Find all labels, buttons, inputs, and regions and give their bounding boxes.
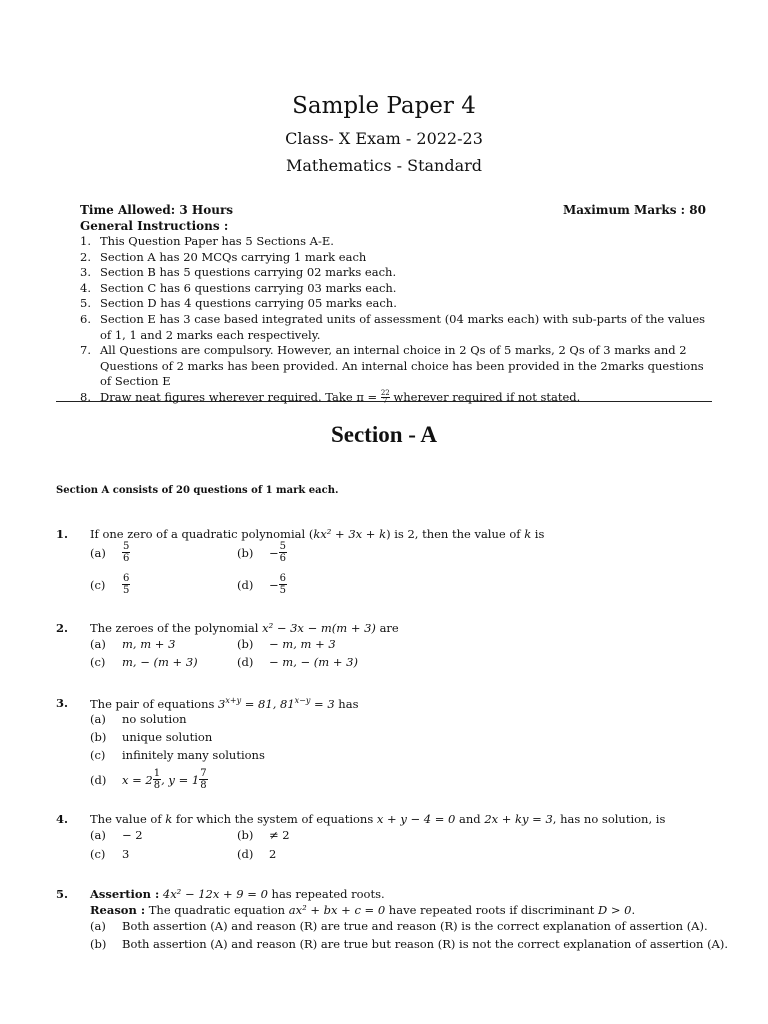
equation-exponent: x+y <box>225 696 242 705</box>
fraction-numerator: 6 <box>279 573 287 584</box>
reason-equation: ax² + bx + c = 0 <box>288 903 386 917</box>
option-text: ≠ 2 <box>269 828 290 842</box>
option-label: (b) <box>90 730 107 744</box>
instruction-number: 5. <box>80 296 91 311</box>
option-d[interactable] <box>237 655 358 669</box>
instruction-text-before: Draw neat figures wherever required. Take π = <box>100 389 381 404</box>
pi-fraction <box>381 390 390 405</box>
option-label: (c) <box>90 655 106 669</box>
question-text-mid: for which the system of equations <box>172 812 377 826</box>
option-fraction <box>279 541 287 564</box>
option-label: (d) <box>237 847 254 861</box>
question-text-pre: If one zero of a quadratic polynomial ( <box>90 527 314 541</box>
option-sign: − <box>269 545 279 560</box>
question-5 <box>56 887 728 957</box>
variable: k <box>524 527 532 541</box>
fraction-denominator: 5 <box>123 585 130 596</box>
question-4 <box>56 812 716 864</box>
option-c[interactable] <box>90 573 130 596</box>
question-text <box>90 527 544 541</box>
reason-text-end: . <box>631 903 636 917</box>
option-sign: − <box>269 577 279 592</box>
equation-rhs: = 81, <box>241 696 281 711</box>
instruction-item <box>80 312 712 343</box>
option-text: Both assertion (A) and reason (R) are true but reason (R) is not the correct explanation of assertion (A). <box>122 937 728 951</box>
option-text: − m, m + 3 <box>269 637 336 651</box>
option-label: (b) <box>237 828 254 842</box>
option-text: no solution <box>122 712 187 726</box>
time-allowed: Time Allowed: 3 Hours <box>80 203 234 217</box>
variable: k <box>165 812 173 826</box>
question-text-pre: The zeroes of the polynomial <box>90 621 263 635</box>
option-label: (c) <box>90 577 106 592</box>
section-divider <box>56 401 712 402</box>
option-label: (d) <box>90 772 107 787</box>
reason-text-pre: The quadratic equation <box>145 903 289 917</box>
section-intro: Section A consists of 20 questions of 1 mark each. <box>56 485 339 496</box>
question-2 <box>56 621 716 673</box>
option-fraction <box>122 541 130 564</box>
subject-line: Mathematics - Standard <box>285 156 483 175</box>
equation-base: 3 <box>218 696 226 711</box>
question-text-pre: The value of <box>90 812 166 826</box>
option-label: (a) <box>90 637 106 651</box>
option-label: (d) <box>237 577 254 592</box>
section-title: Section - A <box>330 422 438 447</box>
polynomial-expression: kx² + 3x + k <box>313 527 387 541</box>
instruction-text-after: wherever required if not stated. <box>389 389 581 404</box>
option-c[interactable] <box>90 655 198 669</box>
question-text <box>90 621 399 635</box>
option-a[interactable] <box>90 712 187 726</box>
instruction-item <box>80 250 712 266</box>
reason-text-mid: have repeated roots if discriminant <box>385 903 599 917</box>
instruction-text: Section C has 6 questions carrying 03 marks each. <box>100 280 397 295</box>
option-b[interactable] <box>237 541 287 564</box>
option-label: (b) <box>90 937 107 951</box>
option-label: (d) <box>237 655 254 669</box>
option-text: m, m + 3 <box>122 637 176 651</box>
assertion-label: Assertion : <box>90 887 160 901</box>
fraction-numerator: 5 <box>123 541 130 552</box>
instructions-list <box>80 234 712 406</box>
instruction-number: 6. <box>80 311 91 326</box>
question-text-end: has <box>334 696 359 711</box>
question-text <box>90 696 358 711</box>
question-text-end: are <box>375 621 399 635</box>
instruction-item <box>80 265 712 281</box>
option-b[interactable] <box>90 937 728 951</box>
instruction-number: 4. <box>80 280 91 295</box>
option-label: (c) <box>90 748 106 762</box>
option-label: (a) <box>90 712 106 726</box>
question-text-pre: The pair of equations <box>90 696 219 711</box>
fraction-denominator: 5 <box>279 585 287 596</box>
instruction-item <box>80 390 712 406</box>
equation-exponent: x−y <box>294 696 311 705</box>
option-b[interactable] <box>90 730 212 744</box>
assertion-equation: 4x² − 12x + 9 = 0 <box>162 887 268 901</box>
instruction-text: Section B has 5 questions carrying 02 marks each. <box>100 265 397 280</box>
option-text: unique solution <box>122 730 213 744</box>
fraction-numerator: 7 <box>200 768 207 779</box>
option-a[interactable] <box>90 828 143 842</box>
instruction-item <box>80 234 712 250</box>
option-text: 2 <box>269 847 277 861</box>
option-d[interactable] <box>237 573 287 596</box>
instruction-number: 1. <box>80 234 91 248</box>
instruction-text: This Question Paper has 5 Sections A-E. <box>100 234 334 248</box>
option-c[interactable] <box>90 748 265 762</box>
fraction-denominator: 8 <box>200 780 207 791</box>
instruction-text: Section D has 4 questions carrying 05 marks each. <box>100 296 397 311</box>
polynomial-expression: x² − 3x − m(m + 3) <box>262 621 376 635</box>
question-number: 4. <box>56 812 69 826</box>
fraction-denominator: 8 <box>153 780 161 791</box>
class-exam-line: Class- X Exam - 2022-23 <box>285 129 483 148</box>
option-fraction <box>199 768 207 791</box>
fraction-numerator: 22 <box>380 389 390 398</box>
question-text-end: , has no solution, is <box>552 812 666 826</box>
option-b[interactable] <box>237 637 336 651</box>
paper-title: Sample Paper 4 <box>292 93 476 119</box>
fraction-denominator: 7 <box>383 397 388 406</box>
reason-condition: D > 0 <box>598 903 632 917</box>
equation-2: 2x + ky = 3 <box>484 812 553 826</box>
question-1 <box>56 527 716 599</box>
option-text: infinitely many solutions <box>122 748 265 762</box>
instruction-item <box>80 281 712 297</box>
fraction-numerator: 1 <box>153 768 161 779</box>
question-text-end: is <box>531 527 545 541</box>
instruction-number: 7. <box>80 343 91 358</box>
assertion-text: has repeated roots. <box>267 887 385 901</box>
reason-label: Reason : <box>90 903 146 917</box>
option-d[interactable] <box>90 768 208 791</box>
question-text-post: ) is 2, then the value of <box>386 527 525 541</box>
option-label: (a) <box>90 545 106 560</box>
option-y-value: , y = 1 <box>161 772 200 787</box>
fraction-denominator: 6 <box>279 553 287 564</box>
instruction-number: 8. <box>80 389 91 404</box>
maximum-marks: Maximum Marks : 80 <box>562 203 706 217</box>
question-text <box>90 812 665 826</box>
question-3 <box>56 696 716 790</box>
option-label: (b) <box>237 637 254 651</box>
option-c[interactable] <box>90 847 129 861</box>
option-label: (a) <box>90 919 106 933</box>
instruction-text: Section A has 20 MCQs carrying 1 mark each <box>100 249 367 264</box>
option-text: − m, − (m + 3) <box>269 655 358 669</box>
fraction-denominator: 6 <box>123 553 130 564</box>
option-text: 3 <box>122 847 130 861</box>
equation-rhs: = 3 <box>310 696 335 711</box>
fraction-numerator: 6 <box>123 573 130 584</box>
option-label: (c) <box>90 847 106 861</box>
option-x-value: x = 2 <box>122 772 153 787</box>
option-text: Both assertion (A) and reason (R) are true and reason (R) is the correct explanation of assertion (A). <box>122 919 708 933</box>
option-fraction <box>122 573 130 596</box>
instruction-item <box>80 343 712 390</box>
question-number: 1. <box>56 527 69 541</box>
option-d[interactable] <box>237 847 276 861</box>
equation-base: 81 <box>280 696 295 711</box>
option-a[interactable] <box>90 919 708 933</box>
instruction-item <box>80 296 712 312</box>
conjunction: and <box>455 812 485 826</box>
reason-line <box>90 903 635 917</box>
equation-1: x + y − 4 = 0 <box>376 812 456 826</box>
option-b[interactable] <box>237 828 290 842</box>
option-label: (b) <box>237 545 254 560</box>
question-number: 5. <box>56 887 69 901</box>
instruction-number: 3. <box>80 265 91 280</box>
question-number: 3. <box>56 696 69 710</box>
instruction-text: Section E has 3 case based integrated units of assessment (04 marks each) with sub-parts of the values of 1, 1 and 2 marks each respectively. <box>100 311 706 342</box>
option-a[interactable] <box>90 541 130 564</box>
option-label: (a) <box>90 828 106 842</box>
option-text: − 2 <box>122 828 143 842</box>
instructions-heading: General Instructions : <box>80 219 229 233</box>
instruction-text: All Questions are compulsory. However, an internal choice in 2 Qs of 5 marks, 2 Qs of 3 marks and 2 Questions of 2 marks has been provided. An internal choice has been provided in the 2marks questions of Section E <box>100 343 704 389</box>
option-fraction <box>153 768 161 791</box>
instruction-text <box>100 390 712 406</box>
option-text: m, − (m + 3) <box>122 655 198 669</box>
fraction-numerator: 5 <box>279 541 287 552</box>
instruction-number: 2. <box>80 249 91 264</box>
assertion-line <box>90 887 385 901</box>
option-a[interactable] <box>90 637 175 651</box>
option-fraction <box>279 573 287 596</box>
question-number: 2. <box>56 621 69 635</box>
